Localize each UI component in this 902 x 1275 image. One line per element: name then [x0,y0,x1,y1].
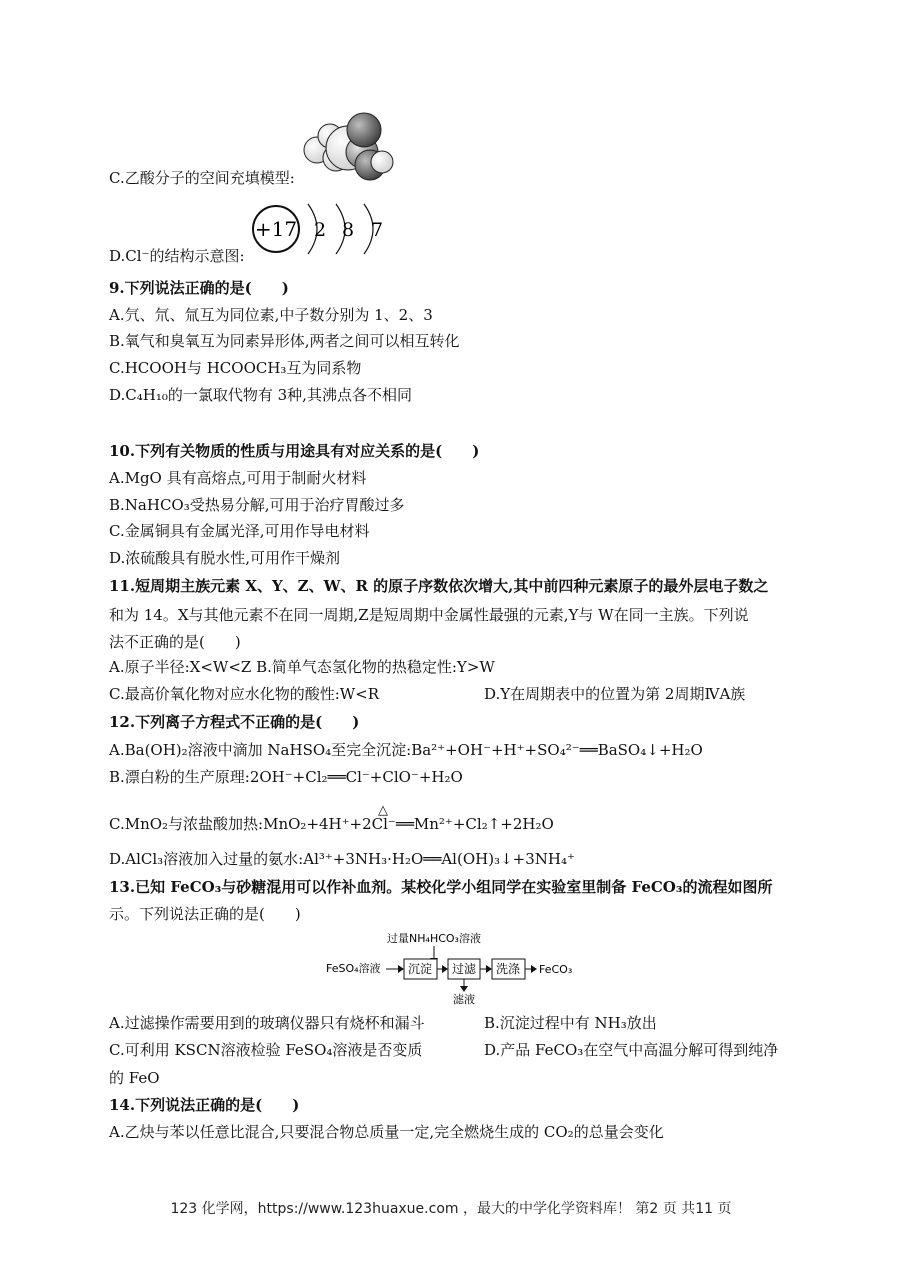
q9-option-a: A.氕、氘、氚互为同位素,中子数分别为 1、2、3 [109,306,433,324]
fecO3-flow-diagram [322,928,582,1008]
flow-step-1-label: 沉淀 [407,962,433,976]
chloride-ion-diagram [250,198,390,260]
q13-option-d-line2: 的 FeO [109,1069,160,1087]
q13-option-c: C.可利用 KSCN溶液检验 FeSO₄溶液是否变质 [109,1041,423,1059]
nucleus-charge: +17 [254,217,298,241]
q9-option-d: D.C₄H₁₀的一氯取代物有 3种,其沸点各不相同 [109,386,412,404]
q10-option-c: C.金属铜具有金属光泽,可用作导电材料 [109,522,370,540]
q12-stem: 12.下列离子方程式不正确的是( ) [109,713,360,731]
q13-option-a: A.过滤操作需要用到的玻璃仪器只有烧杯和漏斗 [109,1014,425,1032]
flow-step-2-label: 过滤 [451,962,477,976]
q10-option-b: B.NaHCO₃受热易分解,可用于治疗胃酸过多 [109,496,405,514]
q8-option-d: D.Cl⁻的结构示意图: [109,247,245,265]
q11-stem-line2: 和为 14。X与其他元素不在同一周期,Z是短周期中金属性最强的元素,Y与 W在同一主族。下列说 [109,606,749,624]
q13-option-d-line1: D.产品 FeCO₃在空气中高温分解可得到纯净 [484,1041,779,1059]
q10-option-a: A.MgO 具有高熔点,可用于制耐火材料 [109,469,367,487]
q11-option-d: D.Y在周期表中的位置为第 2周期ⅣA族 [484,685,746,703]
q11-stem-line1: 11.短周期主族元素 X、Y、Z、W、R 的原子序数依次增大,其中前四种元素原子的最外层电子数之 [109,577,769,595]
acetic-acid-model-image [300,110,400,190]
shell-2-electrons: 8 [341,219,355,241]
q14-option-a: A.乙炔与苯以任意比混合,只要混合物总质量一定,完全燃烧生成的 CO₂的总量会变化 [109,1123,664,1141]
flow-top-reagent: 过量NH₄HCO₃溶液 [387,932,481,945]
shell-1-electrons: 2 [313,219,327,241]
q9-option-b: B.氧气和臭氧互为同素异形体,两者之间可以相互转化 [109,332,460,350]
q9-option-c: C.HCOOH与 HCOOCH₃互为同系物 [109,359,362,377]
q10-stem: 10.下列有关物质的性质与用途具有对应关系的是( ) [109,442,480,460]
q11-option-c: C.最高价氧化物对应水化物的酸性:W<R [109,685,380,703]
q8-option-c: C.乙酸分子的空间充填模型: [109,169,295,187]
q13-option-b: B.沉淀过程中有 NH₃放出 [484,1014,657,1032]
q13-stem-line1: 13.已知 FeCO₃与砂糖混用可以作补血剂。某校化学小组同学在实验室里制备 FeCO₃的流程如图所 [109,878,773,896]
q12-option-a: A.Ba(OH)₂溶液中滴加 NaHSO₄至完全沉淀:Ba²⁺+OH⁻+H⁺+SO₄²⁻══BaSO₄↓+H₂O [109,741,703,759]
flow-waste: 滤液 [453,993,475,1006]
q14-stem: 14.下列说法正确的是( ) [109,1096,300,1114]
flow-output: FeCO₃ [539,963,573,976]
q12-option-c: C.MnO₂与浓盐酸加热:MnO₂+4H⁺+2Cl⁻══Mn²⁺+Cl₂↑+2H₂O [109,815,554,833]
q12-option-d: D.AlCl₃溶液加入过量的氨水:Al³⁺+3NH₃·H₂O══Al(OH)₃↓+3NH₄⁺ [109,850,575,868]
q11-stem-line3: 法不正确的是( ) [109,633,241,651]
q9-stem: 9.下列说法正确的是( ) [109,279,289,297]
page-footer: 123 化学网，https://www.123huaxue.com ，最大的中学化学资料库！ 第2 页 共11 页 [170,1201,732,1217]
q11-option-ab: A.原子半径:X<W<Z B.简单气态氢化物的热稳定性:Y>W [109,658,495,676]
shell-3-electrons: 7 [370,219,384,241]
heat-symbol: △ [378,803,388,818]
q12-option-b: B.漂白粉的生产原理:2OH⁻+Cl₂══Cl⁻+ClO⁻+H₂O [109,768,463,786]
flow-input: FeSO₄溶液 [326,962,381,975]
q10-option-d: D.浓硫酸具有脱水性,可用作干燥剂 [109,549,341,567]
flow-step-3-label: 洗涤 [495,962,521,976]
q13-stem-line2: 示。下列说法正确的是( ) [109,905,301,923]
